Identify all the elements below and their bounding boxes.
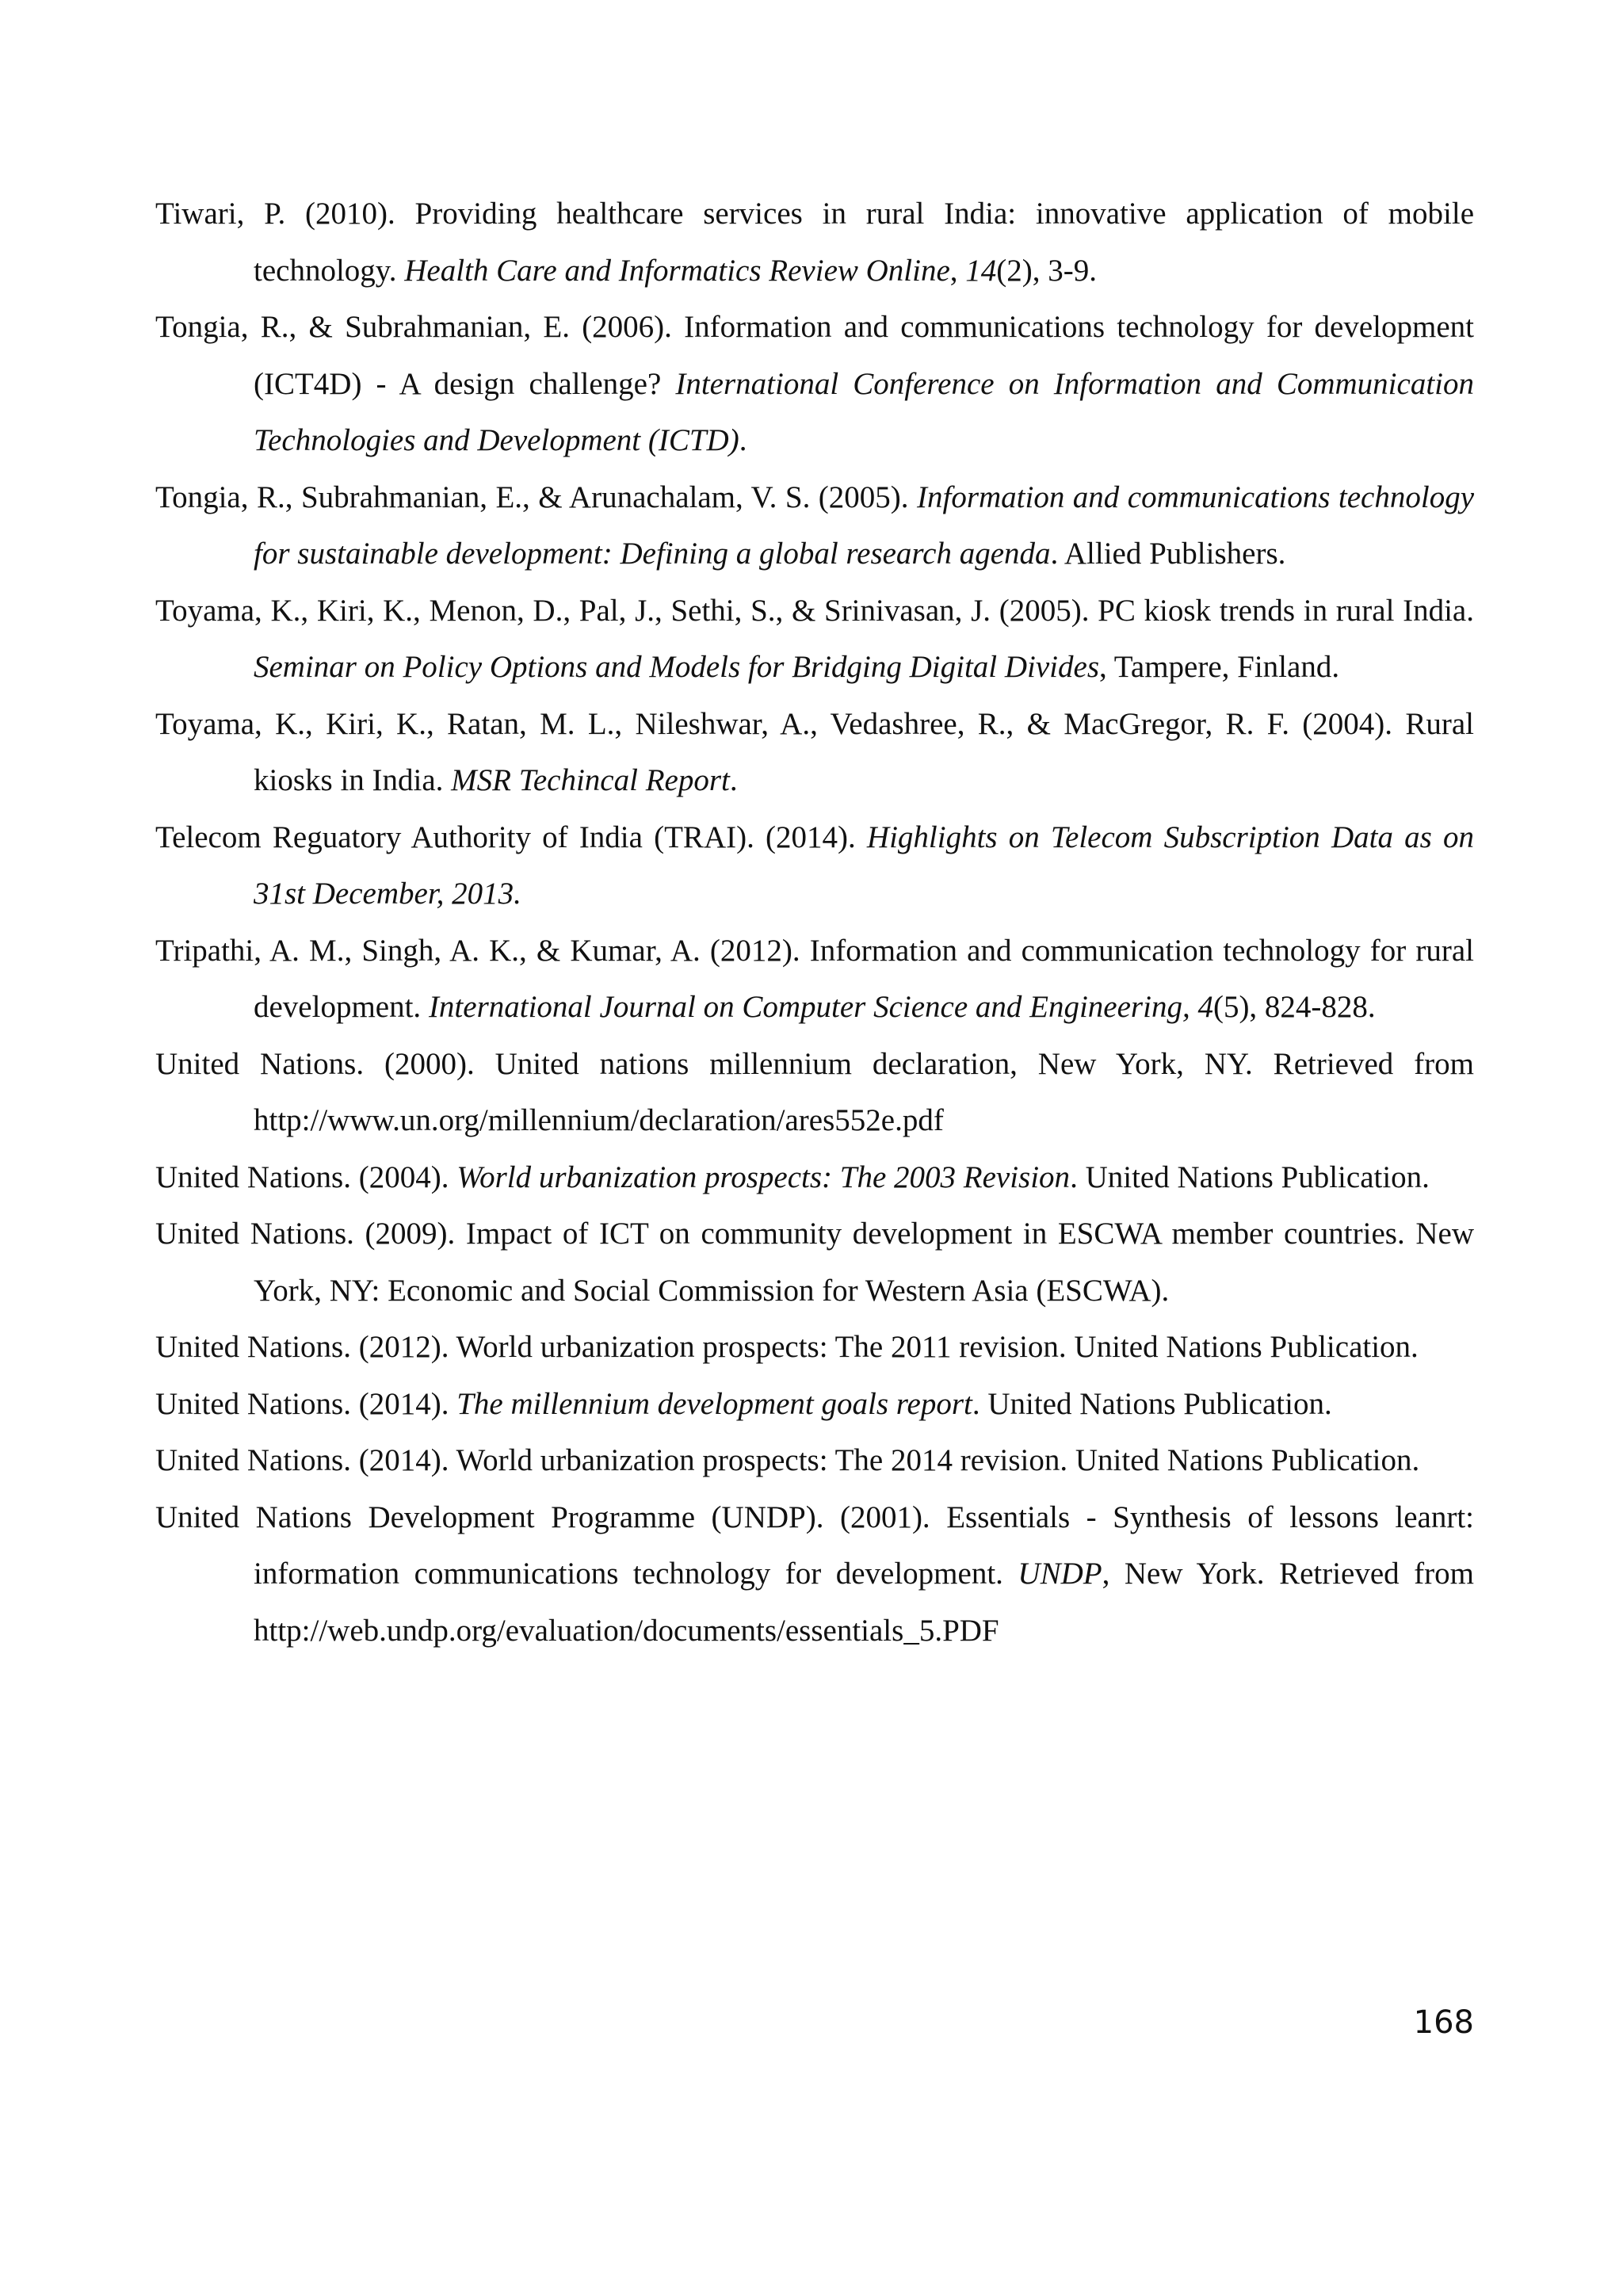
- reference-text: United Nations. (2000). United nations millennium declaration, New York, NY. Retrieved from http://www.un.org/millennium/declaration/ares552e.pdf: [155, 1046, 1474, 1137]
- page-number: 168: [1413, 2004, 1474, 2041]
- reference-entry: [155, 299, 1474, 469]
- reference-italic-text: Health Care and Informatics Review Online: [404, 253, 950, 288]
- reference-entry: [155, 923, 1474, 1036]
- reference-entry: [155, 1149, 1474, 1206]
- reference-text: Tongia, R., Subrahmanian, E., & Arunachalam, V. S. (2005).: [155, 479, 917, 514]
- reference-text: Tripathi, A. M., Singh, A. K., & Kumar, A. (2012). Information and communication technology for rural development.: [155, 933, 1474, 1024]
- reference-text: (5), 824-828.: [1212, 990, 1376, 1024]
- reference-italic-text: Highlights on Telecom Subscription Data as on 31st December, 2013.: [254, 819, 1474, 911]
- reference-italic-text: MSR Techincal Report: [451, 763, 730, 797]
- reference-italic-text: World urbanization prospects: The 2003 Revision: [456, 1159, 1071, 1194]
- reference-entry: [155, 1376, 1474, 1433]
- reference-text: United Nations. (2014).: [155, 1386, 457, 1421]
- reference-text: United Nations. (2004).: [155, 1159, 457, 1194]
- reference-text: ,: [949, 253, 966, 288]
- reference-italic-text: 14: [965, 253, 997, 288]
- reference-entry: [155, 809, 1474, 923]
- reference-entry: [155, 696, 1474, 809]
- reference-text: . United Nations Publication.: [1070, 1159, 1430, 1194]
- reference-text: Tongia, R., & Subrahmanian, E. (2006). Information and communications technology for development (ICT4D) - A design challenge?: [155, 310, 1474, 401]
- reference-entry: [155, 1319, 1474, 1376]
- reference-italic-text: International Journal on Computer Science and Engineering, 4: [428, 990, 1213, 1024]
- reference-text: . United Nations Publication.: [972, 1386, 1332, 1421]
- reference-italic-text: Information and communications technology for sustainable development: Defining a global research agenda: [254, 479, 1474, 571]
- reference-entry: [155, 185, 1474, 299]
- reference-entry: [155, 469, 1474, 583]
- reference-text: .: [739, 423, 747, 457]
- reference-italic-text: Seminar on Policy Options and Models for Bridging Digital Divides: [254, 650, 1099, 684]
- reference-text: (2), 3-9.: [996, 253, 1098, 288]
- reference-list: [155, 185, 1474, 1659]
- reference-text: United Nations. (2014). World urbanization prospects: The 2014 revision. United Nations Publication.: [155, 1443, 1420, 1477]
- reference-entry: [155, 1205, 1474, 1319]
- reference-text: , Tampere, Finland.: [1099, 650, 1340, 684]
- reference-text: Toyama, K., Kiri, K., Ratan, M. L., Nileshwar, A., Vedashree, R., & MacGregor, R. F. (2004). Rural kiosks in India.: [155, 706, 1474, 797]
- reference-text: United Nations. (2009). Impact of ICT on community development in ESCWA member countries. New York, NY: Economic and Social Commission for Western Asia (ESCWA).: [155, 1217, 1474, 1308]
- reference-text: United Nations. (2012). World urbanization prospects: The 2011 revision. United Nations Publication.: [155, 1330, 1419, 1364]
- reference-text: Telecom Reguatory Authority of India (TRAI). (2014).: [155, 819, 867, 854]
- reference-text: , New York. Retrieved from http://web.undp.org/evaluation/documents/essentials_5.PDF: [254, 1557, 1474, 1648]
- reference-entry: [155, 1432, 1474, 1489]
- reference-text: United Nations Development Programme (UNDP). (2001). Essentials - Synthesis of lessons leanrt: information communications technology for development.: [155, 1499, 1474, 1591]
- reference-text: Tiwari, P. (2010). Providing healthcare services in rural India: innovative application of mobile technology.: [155, 197, 1474, 288]
- reference-italic-text: International Conference on Information and Communication Technologies and Development (ICTD): [254, 366, 1474, 457]
- reference-text: . Allied Publishers.: [1050, 537, 1286, 571]
- reference-italic-text: The millennium development goals report: [456, 1386, 972, 1421]
- reference-entry: [155, 1036, 1474, 1149]
- reference-text: .: [729, 763, 738, 797]
- reference-entry: [155, 1489, 1474, 1660]
- reference-italic-text: UNDP: [1018, 1557, 1102, 1591]
- reference-entry: [155, 583, 1474, 696]
- reference-text: Toyama, K., Kiri, K., Menon, D., Pal, J., Sethi, S., & Srinivasan, J. (2005). PC kiosk trends in rural India.: [155, 593, 1474, 628]
